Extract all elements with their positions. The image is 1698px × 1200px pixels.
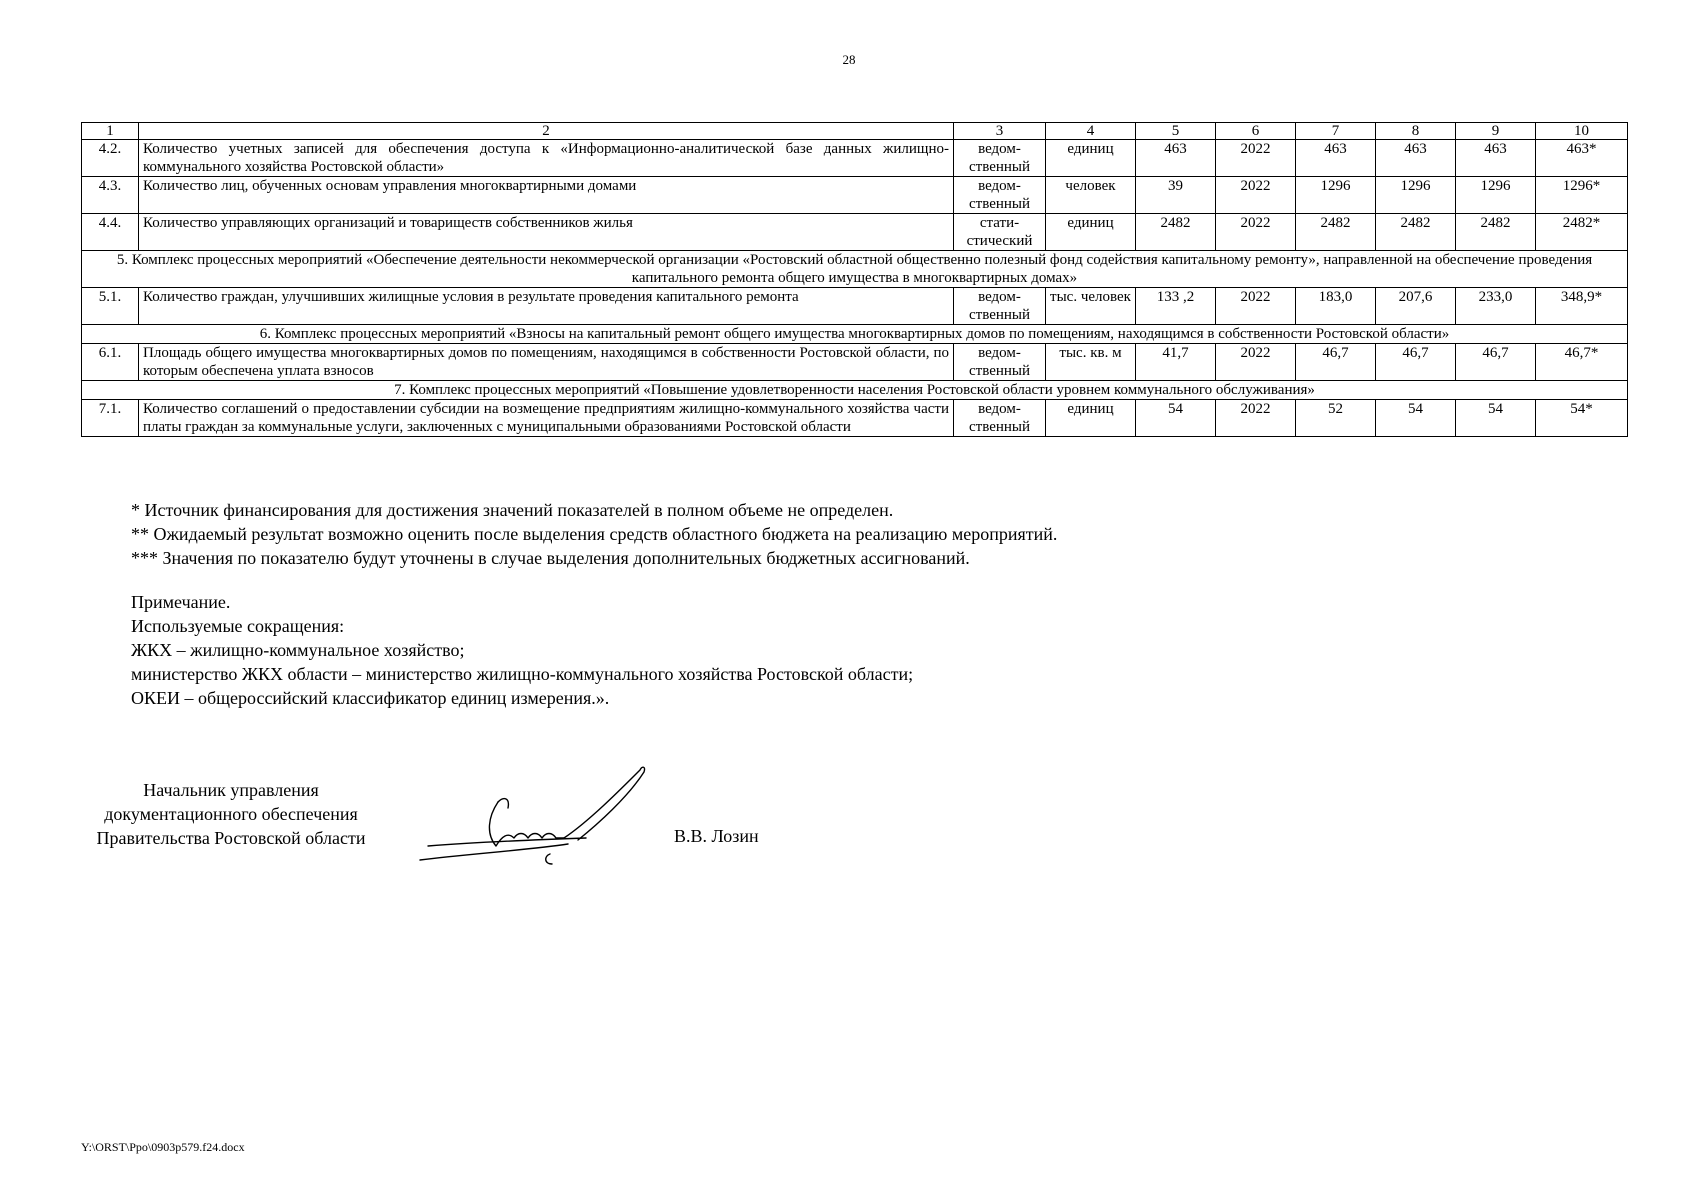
row-number-cell: 6.1. bbox=[82, 344, 139, 381]
table-body bbox=[82, 123, 1628, 437]
abbreviations-note bbox=[131, 590, 913, 710]
header-cell: 7 bbox=[1296, 123, 1376, 140]
row-number-cell: 5.1. bbox=[82, 288, 139, 325]
source-cell: ведом-ственный bbox=[954, 140, 1046, 177]
value-cell: 2482* bbox=[1536, 214, 1628, 251]
header-cell: 5 bbox=[1136, 123, 1216, 140]
base-year-cell: 2022 bbox=[1216, 177, 1296, 214]
unit-cell: единиц bbox=[1046, 214, 1136, 251]
base-value-cell: 39 bbox=[1136, 177, 1216, 214]
value-cell: 46,7 bbox=[1296, 344, 1376, 381]
indicator-name-cell: Количество соглашений о предоставлении субсидии на возмещение предприятиям жилищно-коммунального хозяйства части платы граждан за коммунальные услуги, заключенных с муниципальными образованиями Ростовской области bbox=[139, 400, 954, 437]
row-number-cell: 4.4. bbox=[82, 214, 139, 251]
value-cell: 207,6 bbox=[1376, 288, 1456, 325]
value-cell: 1296 bbox=[1376, 177, 1456, 214]
value-cell: 2482 bbox=[1456, 214, 1536, 251]
section-title: 7. Комплекс процессных мероприятий «Повышение удовлетворенности населения Ростовской области уровнем коммунального обслуживания» bbox=[82, 381, 1628, 400]
indicator-name-cell: Количество управляющих организаций и товариществ собственников жилья bbox=[139, 214, 954, 251]
page-number: 28 bbox=[842, 52, 856, 67]
base-year-cell: 2022 bbox=[1216, 400, 1296, 437]
base-value-cell: 54 bbox=[1136, 400, 1216, 437]
note-line: ЖКХ – жилищно-коммунальное хозяйство; bbox=[131, 640, 465, 660]
base-value-cell: 463 bbox=[1136, 140, 1216, 177]
position-line: Правительства Ростовской области bbox=[96, 828, 366, 848]
source-cell: ведом-ственный bbox=[954, 177, 1046, 214]
handwritten-signature bbox=[418, 762, 658, 872]
value-cell: 54 bbox=[1376, 400, 1456, 437]
row-number-cell: 4.3. bbox=[82, 177, 139, 214]
header-cell: 2 bbox=[139, 123, 954, 140]
section-row bbox=[82, 251, 1628, 288]
value-cell: 2482 bbox=[1376, 214, 1456, 251]
section-row bbox=[82, 381, 1628, 400]
source-cell: ведом-ственный bbox=[954, 288, 1046, 325]
value-cell: 54 bbox=[1456, 400, 1536, 437]
signer-name: В.В. Лозин bbox=[674, 826, 759, 846]
value-cell: 463 bbox=[1376, 140, 1456, 177]
header-cell: 9 bbox=[1456, 123, 1536, 140]
section-title: 5. Комплекс процессных мероприятий «Обеспечение деятельности некоммерческой организации «Ростовский областной общественно полезный фонд содействия капитальному ремонту», направленной на обеспечение проведения капитального ремонта общего имущества в многоквартирных домах» bbox=[82, 251, 1628, 288]
footnote: * Источник финансирования для достижения значений показателей в полном объеме не определен. bbox=[131, 500, 894, 520]
value-cell: 1296 bbox=[1296, 177, 1376, 214]
header-cell: 4 bbox=[1046, 123, 1136, 140]
base-year-cell: 2022 bbox=[1216, 344, 1296, 381]
header-cell: 8 bbox=[1376, 123, 1456, 140]
position-line: Начальник управления bbox=[143, 780, 319, 800]
row-number-cell: 4.2. bbox=[82, 140, 139, 177]
row-number-cell: 7.1. bbox=[82, 400, 139, 437]
source-cell: ведом-ственный bbox=[954, 400, 1046, 437]
value-cell: 183,0 bbox=[1296, 288, 1376, 325]
source-cell: ведом-ственный bbox=[954, 344, 1046, 381]
value-cell: 2482 bbox=[1296, 214, 1376, 251]
header-cell: 3 bbox=[954, 123, 1046, 140]
table-row bbox=[82, 140, 1628, 177]
table-row bbox=[82, 177, 1628, 214]
value-cell: 463* bbox=[1536, 140, 1628, 177]
value-cell: 46,7 bbox=[1456, 344, 1536, 381]
value-cell: 46,7* bbox=[1536, 344, 1628, 381]
position-line: документационного обеспечения bbox=[104, 804, 358, 824]
section-row bbox=[82, 325, 1628, 344]
unit-cell: единиц bbox=[1046, 400, 1136, 437]
header-cell: 6 bbox=[1216, 123, 1296, 140]
table-row bbox=[82, 214, 1628, 251]
unit-cell: тыс. человек bbox=[1046, 288, 1136, 325]
base-year-cell: 2022 bbox=[1216, 214, 1296, 251]
base-year-cell: 2022 bbox=[1216, 140, 1296, 177]
footnote: ** Ожидаемый результат возможно оценить после выделения средств областного бюджета на реализацию мероприятий. bbox=[131, 524, 1058, 544]
signer-position bbox=[72, 778, 390, 850]
header-cell: 10 bbox=[1536, 123, 1628, 140]
base-year-cell: 2022 bbox=[1216, 288, 1296, 325]
value-cell: 46,7 bbox=[1376, 344, 1456, 381]
base-value-cell: 133 ,2 bbox=[1136, 288, 1216, 325]
header-cell: 1 bbox=[82, 123, 139, 140]
value-cell: 1296 bbox=[1456, 177, 1536, 214]
note-line: Примечание. bbox=[131, 592, 231, 612]
section-title: 6. Комплекс процессных мероприятий «Взносы на капитальный ремонт общего имущества многоквартирных домов по помещениям, находящимся в собственности Ростовской области» bbox=[82, 325, 1628, 344]
note-line: ОКЕИ – общероссийский классификатор единиц измерения.». bbox=[131, 688, 610, 708]
indicator-name-cell: Количество граждан, улучшивших жилищные условия в результате проведения капитального ремонта bbox=[139, 288, 954, 325]
unit-cell: человек bbox=[1046, 177, 1136, 214]
footnote: *** Значения по показателю будут уточнены в случае выделения дополнительных бюджетных ассигнований. bbox=[131, 548, 970, 568]
value-cell: 54* bbox=[1536, 400, 1628, 437]
indicator-name-cell: Количество учетных записей для обеспечения доступа к «Информационно-аналитической базе данных жилищно-коммунального хозяйства Ростовской области» bbox=[139, 140, 954, 177]
value-cell: 1296* bbox=[1536, 177, 1628, 214]
value-cell: 348,9* bbox=[1536, 288, 1628, 325]
base-value-cell: 2482 bbox=[1136, 214, 1216, 251]
table-row bbox=[82, 400, 1628, 437]
value-cell: 233,0 bbox=[1456, 288, 1536, 325]
indicators-table bbox=[81, 122, 1628, 437]
file-path: Y:\ORST\Ppo\0903p579.f24.docx bbox=[81, 1140, 245, 1154]
note-line: министерство ЖКХ области – министерство жилищно-коммунального хозяйства Ростовской области; bbox=[131, 664, 914, 684]
indicator-name-cell: Площадь общего имущества многоквартирных домов по помещениям, находящимся в собственности Ростовской области, по которым обеспечена уплата взносов bbox=[139, 344, 954, 381]
table-row bbox=[82, 344, 1628, 381]
unit-cell: единиц bbox=[1046, 140, 1136, 177]
value-cell: 463 bbox=[1456, 140, 1536, 177]
indicator-name-cell: Количество лиц, обученных основам управления многоквартирными домами bbox=[139, 177, 954, 214]
note-line: Используемые сокращения: bbox=[131, 616, 345, 636]
value-cell: 463 bbox=[1296, 140, 1376, 177]
base-value-cell: 41,7 bbox=[1136, 344, 1216, 381]
source-cell: стати-стический bbox=[954, 214, 1046, 251]
table-row bbox=[82, 288, 1628, 325]
footnotes bbox=[131, 498, 1057, 570]
value-cell: 52 bbox=[1296, 400, 1376, 437]
header-row bbox=[82, 123, 1628, 140]
unit-cell: тыс. кв. м bbox=[1046, 344, 1136, 381]
